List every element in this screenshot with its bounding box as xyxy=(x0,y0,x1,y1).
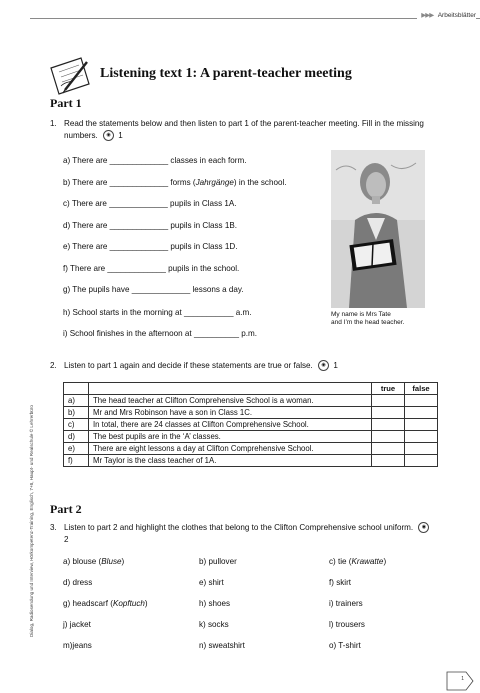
header-tag-label: Arbeitsblätter xyxy=(437,12,476,19)
photo-caption xyxy=(331,311,441,327)
true-cell[interactable] xyxy=(372,419,405,431)
answer-blank[interactable]: _____________ xyxy=(109,242,169,251)
clothing-item[interactable]: n) sweatshirt xyxy=(199,641,245,650)
true-cell[interactable] xyxy=(372,443,405,455)
row-letter: b) xyxy=(64,407,89,419)
page-number: 1 xyxy=(461,676,464,682)
caption-line-1: My name is Mrs Tate xyxy=(331,311,391,318)
row-letter: e) xyxy=(64,443,89,455)
row-letter: f) xyxy=(64,455,89,467)
header-tag xyxy=(417,11,476,19)
table-row xyxy=(64,455,438,467)
row-statement: In total, there are 24 classes at Clifton Comprehensive School. xyxy=(89,419,372,431)
question-1-number: 1. xyxy=(50,119,57,128)
answer-blank[interactable]: __________ xyxy=(193,329,239,338)
header-statement xyxy=(89,383,372,395)
answer-blank[interactable]: _____________ xyxy=(107,264,166,273)
question-2-track: 1 xyxy=(333,361,338,370)
answer-blank[interactable]: _____________ xyxy=(109,221,169,230)
fill-in-item: f) There are _____________ pupils in the school. xyxy=(63,264,240,273)
clothing-item[interactable]: h) shoes xyxy=(199,599,231,608)
fill-in-item: d) There are _____________ pupils in Class 1B. xyxy=(63,221,238,230)
clothing-item[interactable]: c) tie (Krawatte) xyxy=(329,557,387,566)
triangle-arrows-icon: ▶▶▶ xyxy=(421,12,434,19)
fill-in-item: g) The pupils have _____________ lessons a day. xyxy=(63,285,244,294)
true-false-table xyxy=(63,382,438,467)
clothing-item[interactable]: b) pullover xyxy=(199,557,237,566)
false-cell[interactable] xyxy=(405,431,438,443)
false-cell[interactable] xyxy=(405,395,438,407)
question-2-number: 2. xyxy=(50,361,57,370)
worksheet-title: Listening text 1: A parent-teacher meeting xyxy=(100,66,352,81)
fill-in-item: e) There are _____________ pupils in Class 1D. xyxy=(63,242,238,251)
false-cell[interactable] xyxy=(405,455,438,467)
fill-in-item: i) School finishes in the afternoon at __________ p.m. xyxy=(63,329,257,338)
clothing-item[interactable]: k) socks xyxy=(199,620,229,629)
clothing-item[interactable]: o) T-shirt xyxy=(329,641,361,650)
clothing-item[interactable]: a) blouse (Bluse) xyxy=(63,557,125,566)
question-1-text xyxy=(64,118,434,142)
answer-blank[interactable]: ___________ xyxy=(184,308,234,317)
table-row xyxy=(64,443,438,455)
fill-in-item: a) There are _____________ classes in each form. xyxy=(63,156,247,165)
question-1-instruction: Read the statements below and then listen to part 1 of the parent-teacher meeting. Fill in the missing numbers. xyxy=(64,119,424,140)
clothing-item[interactable]: m)jeans xyxy=(63,641,92,650)
answer-blank[interactable]: _____________ xyxy=(131,285,191,294)
part2-heading: Part 2 xyxy=(50,502,82,516)
question-3-track: 2 xyxy=(64,535,69,544)
clothing-item[interactable]: g) headscarf (Kopftuch) xyxy=(63,599,148,608)
fill-in-item: b) There are _____________ forms (Jahrgänge) in the school. xyxy=(63,178,287,187)
fill-in-item: c) There are _____________ pupils in Class 1A. xyxy=(63,199,237,208)
cd-icon: ◉ xyxy=(103,130,114,141)
question-2-text xyxy=(64,360,434,372)
row-letter: d) xyxy=(64,431,89,443)
table-row xyxy=(64,431,438,443)
true-cell[interactable] xyxy=(372,431,405,443)
row-statement: There are eight lessons a day at Clifton Comprehensive School. xyxy=(89,443,372,455)
true-cell[interactable] xyxy=(372,395,405,407)
row-letter: a) xyxy=(64,395,89,407)
answer-blank[interactable]: _____________ xyxy=(109,199,168,208)
header-rule xyxy=(30,18,480,19)
question-1-track: 1 xyxy=(118,131,123,140)
true-cell[interactable] xyxy=(372,407,405,419)
table-row xyxy=(64,419,438,431)
row-statement: Mr Taylor is the class teacher of 1A. xyxy=(89,455,372,467)
caption-line-2: and I’m the head teacher. xyxy=(331,319,405,326)
false-cell[interactable] xyxy=(405,419,438,431)
teacher-photo xyxy=(331,150,425,308)
fill-in-item: h) School starts in the morning at ___________ a.m. xyxy=(63,308,252,317)
clothing-item[interactable]: l) trousers xyxy=(329,620,365,629)
header-letter xyxy=(64,383,89,395)
row-statement: The best pupils are in the ‘A’ classes. xyxy=(89,431,372,443)
sidebar-credit: Dialog, Radiosendung und Interview, Hörkompetenz-Training, Englisch, 7+8, Haupt- und Realschule © Lehrerbüro xyxy=(29,405,34,637)
row-letter: c) xyxy=(64,419,89,431)
answer-blank[interactable]: _____________ xyxy=(109,156,169,165)
answer-blank[interactable]: _____________ xyxy=(109,178,169,187)
true-cell[interactable] xyxy=(372,455,405,467)
false-cell[interactable] xyxy=(405,407,438,419)
question-3-instruction: Listen to part 2 and highlight the clothes that belong to the Clifton Comprehensive school uniform. xyxy=(64,523,414,532)
clothing-item[interactable]: j) jacket xyxy=(63,620,91,629)
row-statement: The head teacher at Clifton Comprehensive School is a woman. xyxy=(89,395,372,407)
table-header-row xyxy=(64,383,438,395)
question-3-text xyxy=(64,522,434,546)
table-row xyxy=(64,395,438,407)
false-cell[interactable] xyxy=(405,443,438,455)
page-corner-arrow-icon xyxy=(446,671,474,691)
clothing-item[interactable]: f) skirt xyxy=(329,578,352,587)
header-true: true xyxy=(372,383,405,395)
part1-heading: Part 1 xyxy=(50,96,82,110)
cd-icon: ◉ xyxy=(418,522,429,533)
clothing-item[interactable]: d) dress xyxy=(63,578,93,587)
row-statement: Mr and Mrs Robinson have a son in Class 1C. xyxy=(89,407,372,419)
question-3-number: 3. xyxy=(50,523,57,532)
clothing-item[interactable]: e) shirt xyxy=(199,578,224,587)
cd-icon: ◉ xyxy=(318,360,329,371)
table-row xyxy=(64,407,438,419)
question-2-instruction: Listen to part 1 again and decide if these statements are true or false. xyxy=(64,361,313,370)
pen-paper-icon xyxy=(47,54,93,98)
header-false: false xyxy=(405,383,438,395)
clothing-item[interactable]: i) trainers xyxy=(329,599,363,608)
